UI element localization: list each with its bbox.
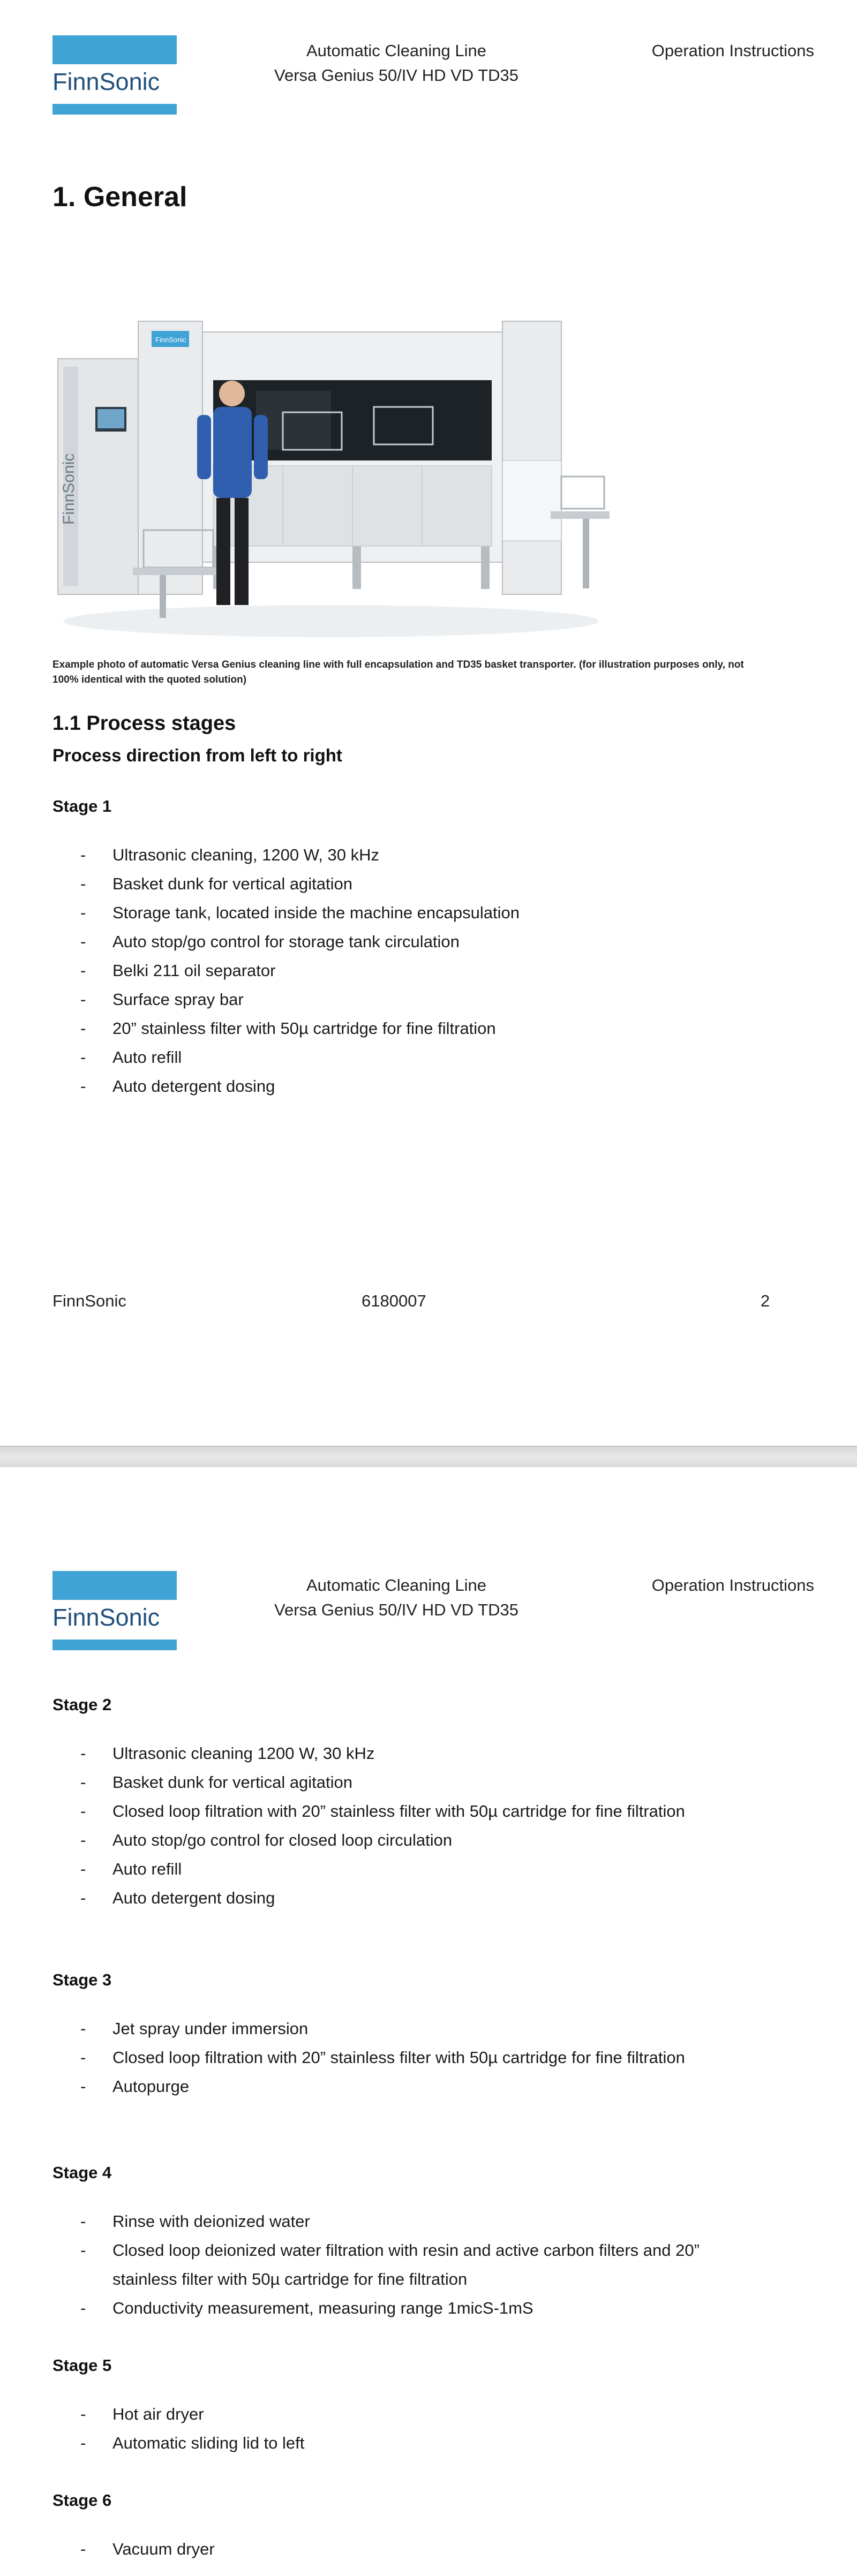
process-direction: Process direction from left to right: [52, 745, 342, 765]
list-item: - Hot air dryer: [80, 2405, 204, 2423]
stage-3-list: [0, 2014, 766, 2101]
list-item: - Surface spray bar: [80, 990, 244, 1009]
stage-2-title: Stage 2: [52, 1695, 112, 1714]
list-item: - Closed loop filtration with 20” stainless filter with 50µ cartridge for fine filtration: [80, 2048, 685, 2067]
logo-text: FinnSonic: [52, 1604, 160, 1631]
logo-text: FinnSonic: [52, 68, 160, 95]
list-item: - 20” stainless filter with 50µ cartridge for fine filtration: [80, 1019, 496, 1038]
stage-2-list: [0, 1739, 766, 1913]
list-item: - Auto stop/go control for storage tank circulation: [80, 932, 460, 951]
photo-caption: Example photo of automatic Versa Genius cleaning line with full encapsulation and TD35 basket transporter. (for illustration purposes only, not 100% identical with the quoted solution): [52, 659, 744, 685]
stage-6-title: Stage 6: [52, 2491, 112, 2510]
stage-6-list: [0, 2535, 766, 2564]
footer-company: FinnSonic: [52, 1291, 126, 1310]
stage-1-title: Stage 1: [52, 797, 112, 815]
svg-text:FinnSonic: FinnSonic: [60, 453, 78, 525]
header-title: [246, 1573, 546, 1622]
page-separator: [0, 1446, 857, 1469]
footer-doc-number: 6180007: [362, 1291, 426, 1310]
stage-5-title: Stage 5: [52, 2356, 112, 2375]
stage-4-list: [0, 2207, 766, 2323]
list-item: - Auto detergent dosing: [80, 1077, 275, 1096]
list-item: - Basket dunk for vertical agitation: [80, 1773, 353, 1792]
list-item: - Closed loop filtration with 20” stainless filter with 50µ cartridge for fine filtration: [80, 1802, 685, 1820]
list-item: - Automatic sliding lid to left: [80, 2434, 305, 2452]
header-title-line1: Automatic Cleaning Line: [306, 1576, 487, 1595]
list-item: - Closed loop deionized water filtration with resin and active carbon filters and 20” stainless filter with 50µ cartridge for fine filtration: [80, 2241, 700, 2288]
list-item: - Basket dunk for vertical agitation: [80, 874, 353, 893]
list-item: - Ultrasonic cleaning 1200 W, 30 kHz: [80, 1744, 375, 1763]
list-item: - Storage tank, located inside the machine encapsulation: [80, 903, 520, 922]
list-item: - Auto refill: [80, 1860, 182, 1878]
list-item: - Belki 211 oil separator: [80, 961, 276, 980]
list-item: - Rinse with deionized water: [80, 2212, 310, 2231]
header-doc-type: Operation Instructions: [651, 41, 814, 60]
stage-4-title: Stage 4: [52, 2163, 112, 2182]
header-doc-type: Operation Instructions: [651, 1576, 814, 1595]
cleaning-line-photo: [52, 300, 610, 643]
subsection-title: 1.1 Process stages: [52, 712, 236, 735]
list-item: - Auto detergent dosing: [80, 1888, 275, 1907]
section-title: 1. General: [52, 182, 187, 213]
footer-page-number: 2: [761, 1291, 770, 1310]
list-item: - Jet spray under immersion: [80, 2019, 309, 2038]
list-item: - Ultrasonic cleaning, 1200 W, 30 kHz: [80, 845, 379, 864]
header-title-line2: Versa Genius 50/IV HD VD TD35: [274, 1600, 519, 1619]
list-item: - Auto refill: [80, 1048, 182, 1067]
list-item: - Auto stop/go control for closed loop circulation: [80, 1831, 453, 1849]
finnsonic-logo: [52, 1571, 177, 1652]
document-page-2: [0, 1467, 857, 2576]
list-item: - Conductivity measurement, measuring range 1micS-1mS: [80, 2299, 533, 2317]
photo-logo-text: FinnSonic: [155, 336, 186, 344]
header-title: [246, 39, 546, 88]
list-item: - Vacuum dryer: [80, 2540, 215, 2558]
list-item: - Autopurge: [80, 2077, 190, 2096]
stage-5-list: [0, 2400, 766, 2458]
stage-3-title: Stage 3: [52, 1970, 112, 1989]
stage-1-list: [0, 841, 766, 1101]
finnsonic-logo: [52, 35, 177, 117]
header-title-line2: Versa Genius 50/IV HD VD TD35: [274, 66, 519, 85]
header-title-line1: Automatic Cleaning Line: [306, 41, 487, 60]
